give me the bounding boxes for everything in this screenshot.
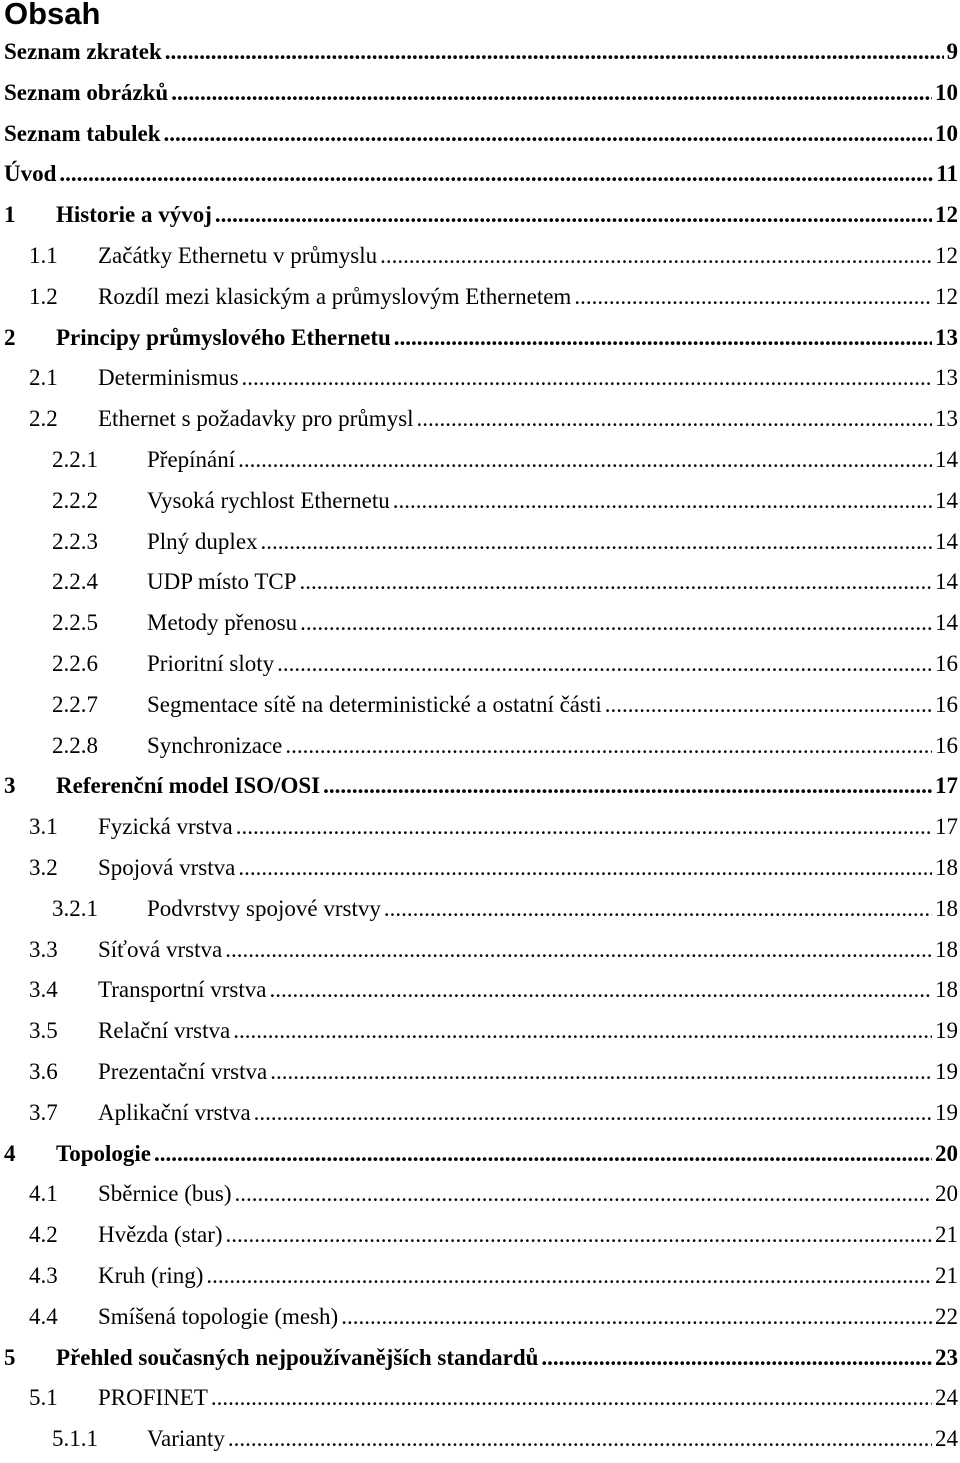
toc-dot-leader bbox=[165, 38, 944, 66]
toc-dot-leader bbox=[242, 364, 932, 392]
toc-entry-label: Topologie bbox=[56, 1140, 152, 1166]
toc-entry-label: Fyzická vrstva bbox=[98, 814, 233, 840]
toc-dot-leader bbox=[417, 405, 932, 433]
toc-entry-number: 3.6 bbox=[29, 1059, 58, 1084]
toc-entry-page-number: 12 bbox=[935, 202, 958, 228]
toc-dot-leader bbox=[211, 1384, 932, 1412]
toc-entry-number: 4.4 bbox=[29, 1303, 58, 1329]
toc-entry[interactable] bbox=[0, 605, 960, 637]
toc-entry-number: 2.2.3 bbox=[52, 528, 98, 554]
toc-entry-page-number: 17 bbox=[935, 773, 958, 799]
toc-entry[interactable] bbox=[0, 1421, 960, 1453]
toc-entry-label: Smíšená topologie (mesh) bbox=[98, 1303, 339, 1329]
toc-entry-page-number: 18 bbox=[935, 977, 958, 1003]
toc-dot-leader bbox=[270, 1058, 932, 1086]
toc-dot-leader bbox=[605, 691, 932, 719]
toc-entry-label: Transportní vrstva bbox=[98, 977, 267, 1003]
toc-entry-page-number: 13 bbox=[935, 365, 958, 391]
toc-entry[interactable] bbox=[0, 75, 960, 107]
toc-entry-page-number: 11 bbox=[936, 161, 958, 187]
toc-entry[interactable] bbox=[0, 687, 960, 719]
toc-entry[interactable] bbox=[0, 116, 960, 148]
toc-entry-number: 3.4 bbox=[29, 977, 58, 1003]
toc-entry-page-number: 19 bbox=[935, 1059, 958, 1084]
toc-entry-label: Prezentační vrstva bbox=[98, 1059, 268, 1084]
toc-entry-page-number: 17 bbox=[935, 814, 958, 840]
toc-entry-number: 4.3 bbox=[29, 1263, 58, 1288]
toc-entry-label: Plný duplex bbox=[147, 528, 258, 554]
toc-entry-label: Hvězda (star) bbox=[98, 1222, 223, 1248]
toc-entry-label: Spojová vrstva bbox=[98, 855, 236, 880]
toc-entry-page-number: 14 bbox=[935, 487, 958, 513]
toc-dot-leader bbox=[225, 936, 932, 964]
toc-entry-label: Podvrstvy spojové vrstvy bbox=[147, 895, 381, 921]
toc-dot-leader bbox=[277, 650, 932, 678]
toc-entry-number: 1.1 bbox=[29, 243, 58, 268]
toc-dot-leader bbox=[236, 813, 932, 841]
toc-dot-leader bbox=[394, 324, 932, 352]
toc-entry-number: 3 bbox=[4, 773, 16, 799]
toc-entry-label: Přepínání bbox=[147, 447, 236, 472]
toc-entry[interactable] bbox=[0, 809, 960, 841]
toc-entry-number: 2.2.6 bbox=[52, 651, 98, 676]
toc-entry[interactable] bbox=[0, 1176, 960, 1208]
toc-entry-label: UDP místo TCP bbox=[147, 569, 297, 595]
toc-entry-page-number: 14 bbox=[935, 528, 958, 554]
toc-entry[interactable] bbox=[0, 34, 960, 66]
toc-entry-number: 3.2 bbox=[29, 855, 58, 880]
toc-entry-number: 5.1 bbox=[29, 1385, 58, 1411]
toc-entry[interactable] bbox=[0, 768, 960, 800]
toc-entry[interactable] bbox=[0, 156, 960, 188]
toc-entry-page-number: 18 bbox=[935, 855, 958, 880]
toc-entry-label: Principy průmyslového Ethernetu bbox=[56, 324, 391, 350]
toc-dot-leader bbox=[238, 446, 932, 474]
toc-entry-label: PROFINET bbox=[98, 1385, 208, 1411]
toc-entry[interactable] bbox=[0, 891, 960, 923]
toc-entry[interactable] bbox=[0, 1095, 960, 1127]
toc-dot-leader bbox=[300, 609, 932, 637]
toc-entry-number: 2.2.5 bbox=[52, 610, 98, 636]
toc-entry[interactable] bbox=[0, 483, 960, 515]
toc-entry-number: 2.2.8 bbox=[52, 732, 98, 758]
toc-entry-page-number: 12 bbox=[935, 283, 958, 309]
toc-dot-leader bbox=[154, 1140, 932, 1168]
toc-dot-leader bbox=[323, 772, 932, 800]
toc-entry-number: 4.2 bbox=[29, 1222, 58, 1248]
toc-entry-label: Vysoká rychlost Ethernetu bbox=[147, 487, 390, 513]
toc-dot-leader bbox=[254, 1099, 932, 1127]
toc-entry-page-number: 23 bbox=[935, 1344, 958, 1370]
toc-entry-number: 2.2.1 bbox=[52, 447, 98, 472]
toc-dot-leader bbox=[226, 1221, 932, 1249]
toc-entry[interactable] bbox=[0, 360, 960, 392]
toc-entry-page-number: 21 bbox=[935, 1263, 958, 1288]
toc-entry-number: 5 bbox=[4, 1344, 16, 1370]
toc-entry-page-number: 20 bbox=[935, 1140, 958, 1166]
toc-entry[interactable] bbox=[0, 972, 960, 1004]
toc-dot-leader bbox=[285, 732, 932, 760]
toc-dot-leader bbox=[233, 1017, 932, 1045]
toc-entry-number: 3.1 bbox=[29, 814, 58, 840]
toc-entry-page-number: 18 bbox=[935, 936, 958, 962]
toc-entry-number: 2.2 bbox=[29, 406, 58, 432]
toc-entry-number: 5.1.1 bbox=[52, 1426, 98, 1452]
toc-entry-number: 1 bbox=[4, 202, 16, 228]
toc-entry[interactable] bbox=[0, 1380, 960, 1412]
toc-dot-leader bbox=[206, 1262, 932, 1290]
toc-entry[interactable] bbox=[0, 197, 960, 229]
toc-entry-page-number: 13 bbox=[935, 406, 958, 432]
toc-entry[interactable] bbox=[0, 1299, 960, 1331]
toc-entry-page-number: 19 bbox=[935, 1099, 958, 1125]
toc-entry[interactable] bbox=[0, 279, 960, 311]
toc-entry-number: 4 bbox=[4, 1140, 16, 1166]
toc-entry-page-number: 16 bbox=[935, 651, 958, 676]
toc-entry[interactable] bbox=[0, 1013, 960, 1045]
toc-dot-leader bbox=[235, 1180, 933, 1208]
toc-entry-label: Historie a vývoj bbox=[56, 202, 212, 228]
toc-entry-label: Kruh (ring) bbox=[98, 1263, 204, 1288]
toc-entry[interactable] bbox=[0, 524, 960, 556]
toc-entry[interactable] bbox=[0, 1340, 960, 1372]
toc-entry[interactable] bbox=[0, 320, 960, 352]
toc-entry-number: 2.2.7 bbox=[52, 691, 98, 717]
toc-entry-number: 2.2.4 bbox=[52, 569, 98, 595]
toc-entry-page-number: 13 bbox=[935, 324, 958, 350]
toc-entry-label: Ethernet s požadavky pro průmysl bbox=[98, 406, 414, 432]
toc-entry[interactable] bbox=[0, 932, 960, 964]
toc-entry-page-number: 24 bbox=[935, 1385, 958, 1411]
toc-dot-leader bbox=[384, 895, 932, 923]
toc-entry-page-number: 14 bbox=[935, 569, 958, 595]
toc-entry-label: Segmentace sítě na deterministické a ostatní části bbox=[147, 691, 602, 717]
toc-entry-page-number: 21 bbox=[935, 1222, 958, 1248]
toc-entry[interactable] bbox=[0, 238, 960, 270]
toc-entry-number: 2.1 bbox=[29, 365, 58, 391]
toc-entry-label: Sběrnice (bus) bbox=[98, 1181, 232, 1207]
toc-entry[interactable] bbox=[0, 442, 960, 474]
toc-entry-page-number: 16 bbox=[935, 691, 958, 717]
toc-entry-label: Varianty bbox=[147, 1426, 225, 1452]
toc-entry-page-number: 24 bbox=[935, 1426, 958, 1452]
toc-entry-number: 2 bbox=[4, 324, 16, 350]
toc-dot-leader bbox=[574, 283, 932, 311]
toc-dot-leader bbox=[164, 120, 932, 148]
toc-entry[interactable] bbox=[0, 1054, 960, 1086]
toc-dot-leader bbox=[269, 976, 932, 1004]
toc-entry[interactable] bbox=[0, 728, 960, 760]
toc-entry-label: Rozdíl mezi klasickým a průmyslovým Ethernetem bbox=[98, 283, 572, 309]
toc-entry-page-number: 10 bbox=[935, 120, 958, 146]
toc-entry-number: 3.7 bbox=[29, 1099, 58, 1125]
toc-entry-label: Relační vrstva bbox=[98, 1018, 231, 1044]
toc-entry-page-number: 20 bbox=[935, 1181, 958, 1207]
toc-entry-label: Seznam tabulek bbox=[4, 120, 161, 146]
toc-entry-label: Přehled současných nejpoužívanějších standardů bbox=[56, 1344, 539, 1370]
toc-entry[interactable] bbox=[0, 646, 960, 678]
toc-entry-label: Seznam obrázků bbox=[4, 79, 169, 105]
toc-dot-leader bbox=[238, 854, 932, 882]
toc-dot-leader bbox=[59, 160, 933, 188]
toc-entry[interactable] bbox=[0, 1258, 960, 1290]
toc-entry[interactable] bbox=[0, 564, 960, 596]
toc-dot-leader bbox=[215, 201, 932, 229]
toc-entry-number: 4.1 bbox=[29, 1181, 58, 1207]
toc-entry-label: Referenční model ISO/OSI bbox=[56, 773, 321, 799]
toc-dot-leader bbox=[393, 487, 932, 515]
toc-entry-number: 2.2.2 bbox=[52, 487, 98, 513]
toc-entry[interactable] bbox=[0, 850, 960, 882]
toc-entry-label: Metody přenosu bbox=[147, 610, 298, 636]
toc-entry[interactable] bbox=[0, 1136, 960, 1168]
toc-entry-label: Aplikační vrstva bbox=[98, 1099, 251, 1125]
toc-dot-leader bbox=[171, 79, 932, 107]
toc-entry[interactable] bbox=[0, 1217, 960, 1249]
toc-dot-leader bbox=[300, 568, 932, 596]
toc-entry-label: Začátky Ethernetu v průmyslu bbox=[98, 243, 378, 268]
toc-entry-number: 1.2 bbox=[29, 283, 58, 309]
toc-entry-number: 3.5 bbox=[29, 1018, 58, 1044]
toc-entry-page-number: 22 bbox=[935, 1303, 958, 1329]
toc-dot-leader bbox=[228, 1425, 932, 1453]
toc-entry-page-number: 10 bbox=[935, 79, 958, 105]
toc-entry-label: Determinismus bbox=[98, 365, 239, 391]
toc-entry-label: Síťová vrstva bbox=[98, 936, 223, 962]
toc-entry-page-number: 12 bbox=[935, 243, 958, 268]
toc-entry-page-number: 19 bbox=[935, 1018, 958, 1044]
toc-entry-page-number: 14 bbox=[935, 447, 958, 472]
toc-entry-number: 3.3 bbox=[29, 936, 58, 962]
toc-dot-leader bbox=[541, 1344, 932, 1372]
toc-entry-page-number: 16 bbox=[935, 732, 958, 758]
page-title: Obsah bbox=[4, 0, 101, 31]
toc-entry-label: Synchronizace bbox=[147, 732, 283, 758]
toc-entry-page-number: 9 bbox=[946, 39, 958, 64]
toc-entry-label: Seznam zkratek bbox=[4, 39, 162, 64]
toc-entry[interactable] bbox=[0, 401, 960, 433]
toc-entry-label: Prioritní sloty bbox=[147, 651, 275, 676]
toc-entry-label: Úvod bbox=[4, 161, 57, 187]
toc-dot-leader bbox=[341, 1303, 932, 1331]
toc-dot-leader bbox=[380, 242, 932, 270]
toc-dot-leader bbox=[261, 528, 932, 556]
toc-entry-number: 3.2.1 bbox=[52, 895, 98, 921]
toc-entry-page-number: 14 bbox=[935, 610, 958, 636]
toc-entry-page-number: 18 bbox=[935, 895, 958, 921]
